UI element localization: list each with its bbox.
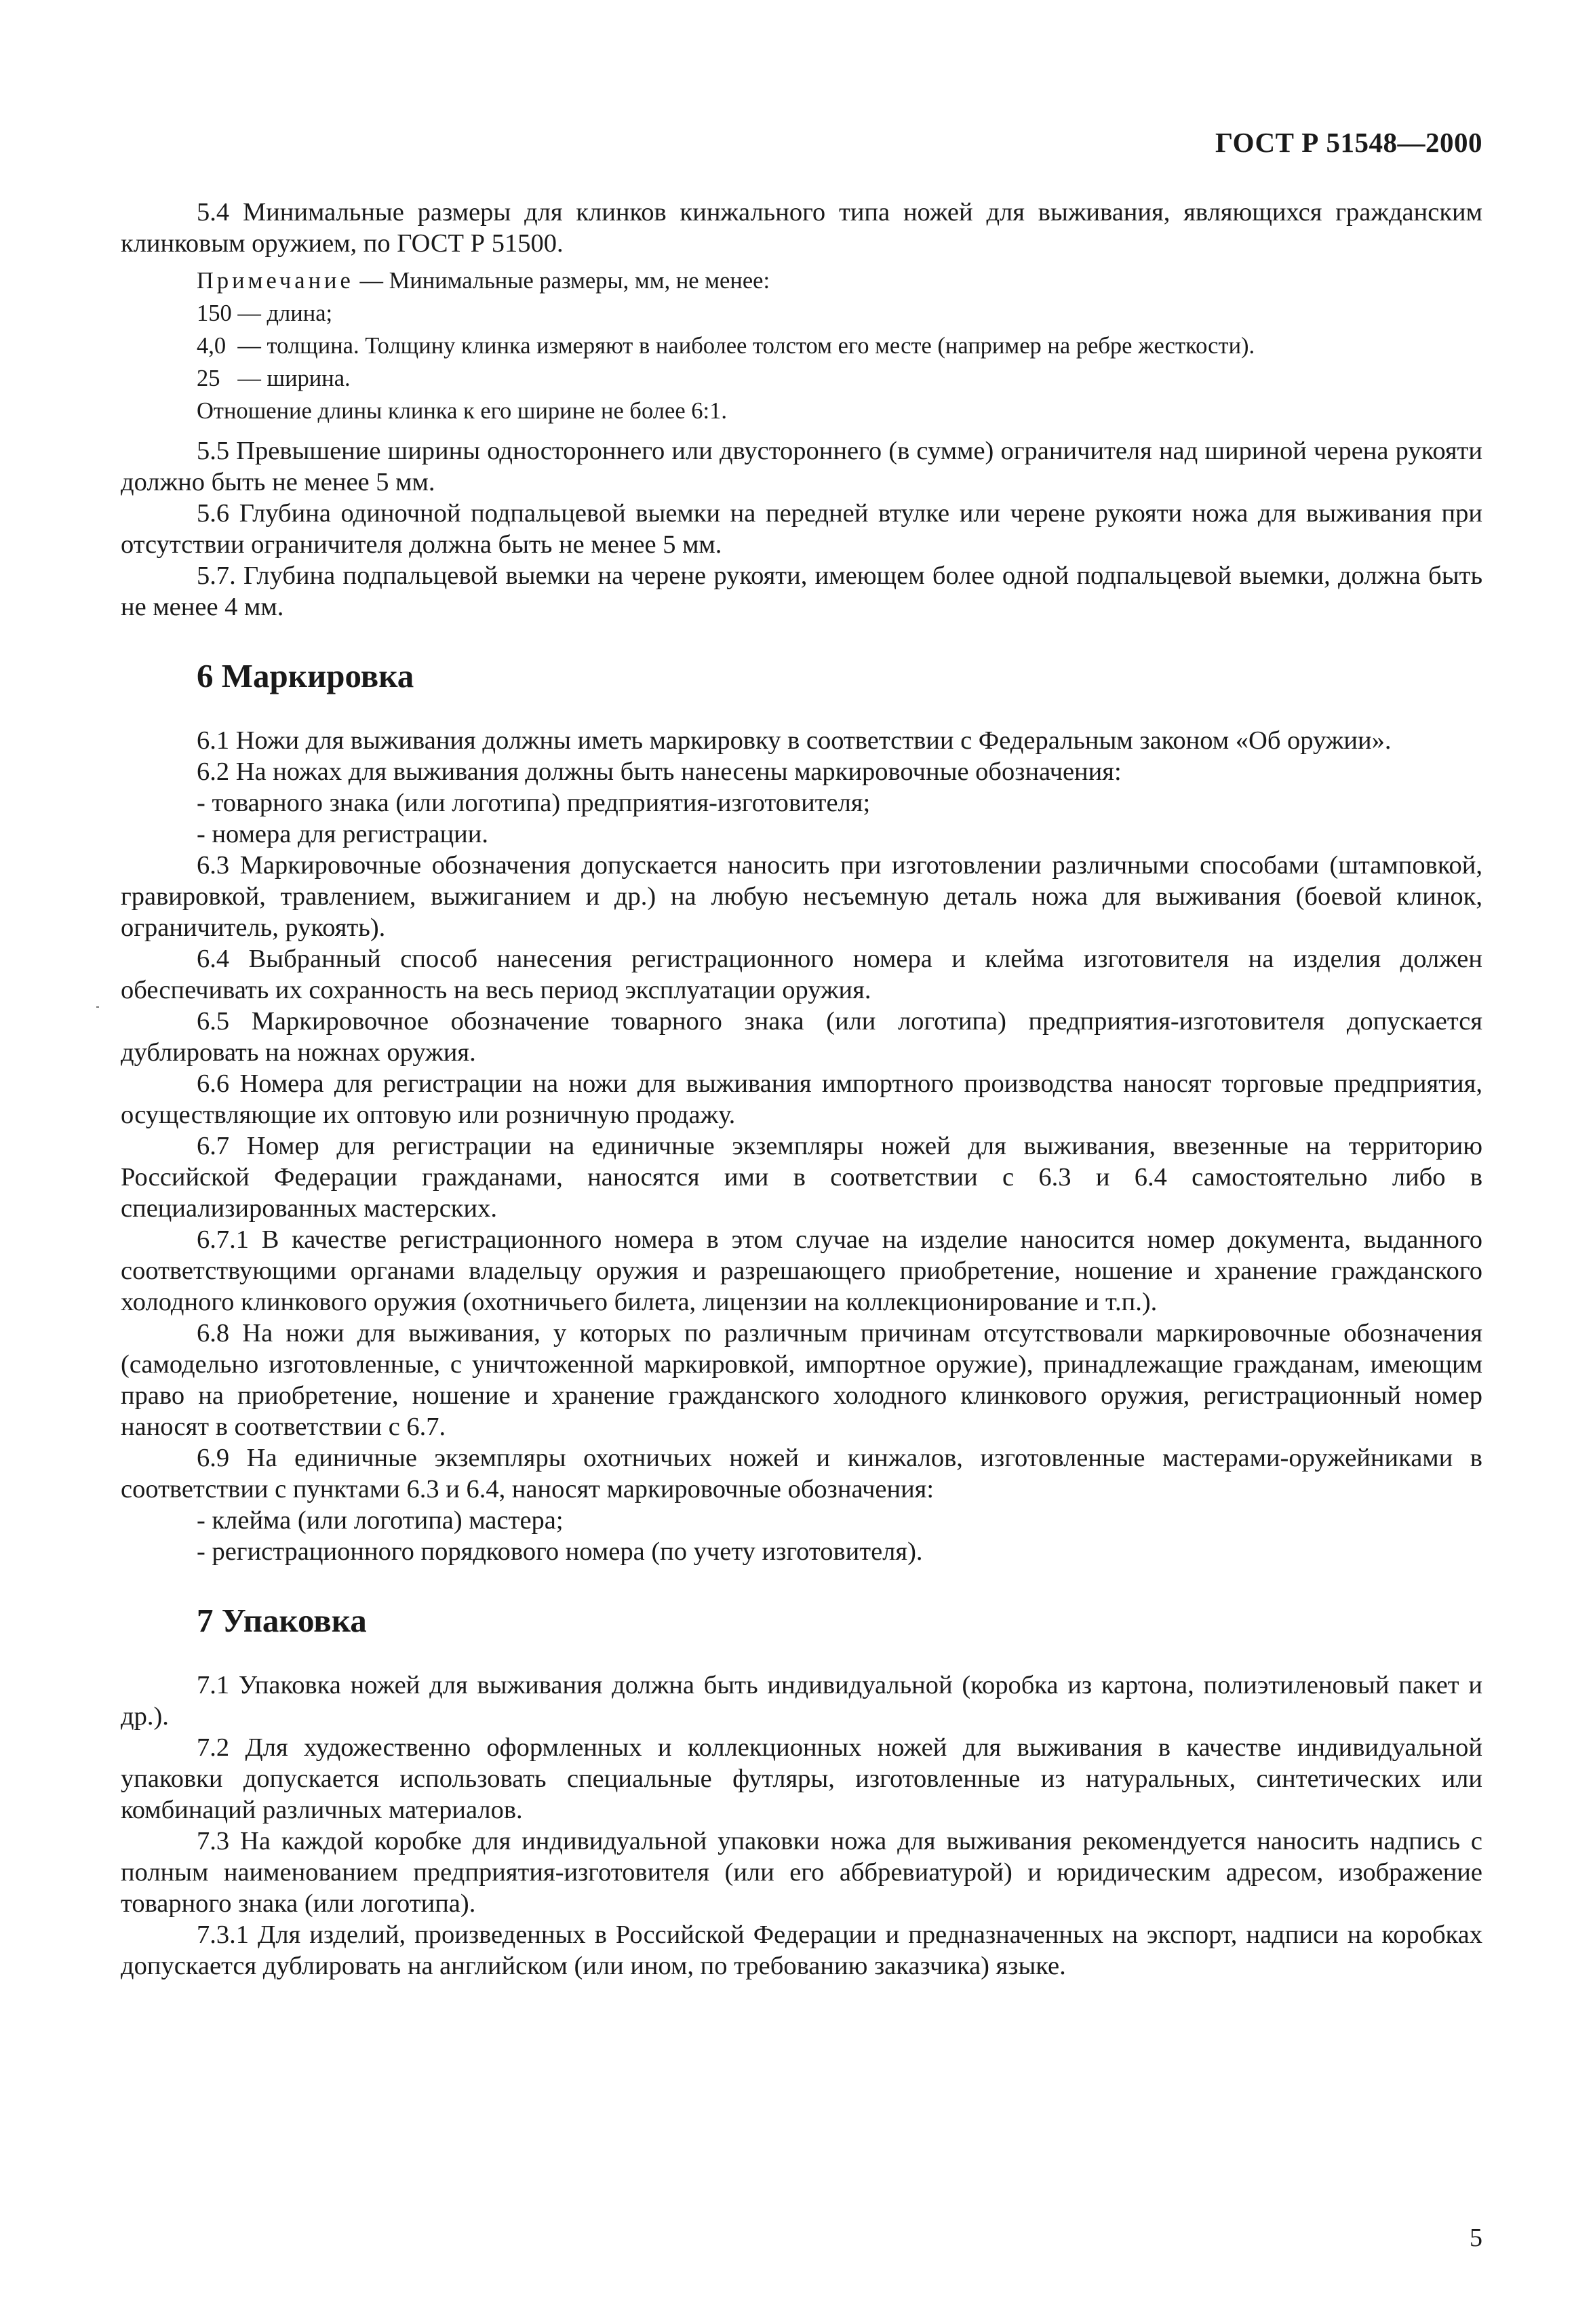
document-page: [121, 0, 1482, 2324]
list-item: - клейма (или логотипа) мастера;: [197, 1506, 564, 1535]
section-heading-7: 7 Упаковка: [197, 1602, 367, 1639]
clause-5-4: 5.4 Минимальные размеры для клинков кинжального типа ножей для выживания, являющихся гражданским клинковым оружием, по ГОСТ Р 51500.: [121, 198, 1482, 258]
clause-6-4: 6.4 Выбранный способ нанесения регистрационного номера и клейма изготовителя на изделия должен обеспечивать их сохранность на весь период эксплуатации оружия.: [121, 945, 1482, 1004]
clause-5-5: 5.5 Превышение ширины одностороннего или двустороннего (в сумме) ограничителя над шириной черена рукояти должно быть не менее 5 мм.: [121, 437, 1482, 496]
clause-6-9: 6.9 На единичные экземпляры охотничьих ножей и кинжалов, изготовленные мастерами-оружейниками в соответствии с пунктами 6.3 и 6.4, наносят маркировочные обозначения:: [121, 1444, 1482, 1503]
note-line: 150 — длина;: [197, 300, 333, 326]
clause-5-7: 5.7. Глубина подпальцевой выемки на черене рукояти, имеющем более одной подпальцевой выемки, должна быть не менее 4 мм.: [121, 562, 1482, 621]
note-line: 25 — ширина.: [197, 366, 351, 391]
list-item: - товарного знака (или логотипа) предприятия-изготовителя;: [197, 789, 871, 817]
note-line: Отношение длины клинка к его ширине не более 6:1.: [197, 398, 727, 424]
clause-7-3-1: 7.3.1 Для изделий, произведенных в Российской Федерации и предназначенных на экспорт, надписи на коробках допускается дублировать на английском (или ином, по требованию заказчика) языке.: [121, 1921, 1482, 1980]
clause-6-7-1: 6.7.1 В качестве регистрационного номера в этом случае на изделие наносится номер документа, выданного соответствующими органами владельцу оружия и разрешающего приобретение, ношение и хранение гражданского холодного клинкового оружия (охотничьего билета, лицензии на коллекционирование и т.п.).: [121, 1225, 1482, 1316]
list-item: - номера для регистрации.: [197, 820, 489, 848]
clause-6-8: 6.8 На ножи для выживания, у которых по различным причинам отсутствовали маркировочные обозначения (самодельно изготовленные, с уничтоженной маркировкой, импортное оружие), принадлежащие гражданам, имеющим право на приобретение, ношение и хранение гражданского холодного клинкового оружия, регистрационный номер наносят в соответствии с 6.7.: [121, 1319, 1482, 1441]
clause-6-6: 6.6 Номера для регистрации на ножи для выживания импортного производства наносят торговые предприятия, осуществляющие их оптовую или розничную продажу.: [121, 1069, 1482, 1129]
clause-6-2: 6.2 На ножах для выживания должны быть нанесены маркировочные обозначения:: [197, 757, 1122, 786]
clause-6-3: 6.3 Маркировочные обозначения допускается наносить при изготовлении различными способами (штамповкой, гравировкой, травлением, выжиганием и др.) на любую несъемную деталь ножа для выживания (боевой клинок, ограничитель, рукоять).: [121, 851, 1482, 942]
clause-7-1: 7.1 Упаковка ножей для выживания должна быть индивидуальной (коробка из картона, полиэтиленовый пакет и др.).: [121, 1671, 1482, 1731]
margin-mark: [96, 1006, 99, 1008]
note-line: 4,0 — толщина. Толщину клинка измеряют в наиболее толстом его месте (например на ребре жесткости).: [197, 333, 1255, 359]
note-label: Примечание: [197, 268, 354, 294]
document-code-header: ГОСТ Р 51548—2000: [1215, 127, 1482, 158]
clause-6-7: 6.7 Номер для регистрации на единичные экземпляры ножей для выживания, ввезенные на территорию Российской Федерации гражданами, наносятся ими в соответствии с 6.3 и 6.4 самостоятельно либо в специализированных мастерских.: [121, 1132, 1482, 1223]
note-block: [197, 264, 1482, 427]
document-body: [121, 197, 1482, 1982]
clause-6-5: 6.5 Маркировочное обозначение товарного знака (или логотипа) предприятия-изготовителя допускается дублировать на ножнах оружия.: [121, 1007, 1482, 1067]
clause-7-3: 7.3 На каждой коробке для индивидуальной упаковки ножа для выживания рекомендуется наносить надпись с полным наименованием предприятия-изготовителя (или его аббревиатурой) и юридическим адресом, изображение товарного знака (или логотипа).: [121, 1827, 1482, 1918]
note-lead-text: — Минимальные размеры, мм, не менее:: [353, 268, 770, 294]
clause-7-2: 7.2 Для художественно оформленных и коллекционных ножей для выживания в качестве индивидуальной упаковки допускается использовать специальные футляры, изготовленные из натуральных, синтетических или комбинаций различных материалов.: [121, 1733, 1482, 1824]
list-item: - регистрационного порядкового номера (по учету изготовителя).: [197, 1537, 923, 1566]
clause-5-6: 5.6 Глубина одиночной подпальцевой выемки на передней втулке или черене рукояти ножа для выживания при отсутствии ограничителя должна быть не менее 5 мм.: [121, 499, 1482, 559]
note-lead: [197, 264, 1482, 297]
section-heading-6: 6 Маркировка: [197, 657, 414, 694]
page-number: 5: [1470, 2224, 1482, 2252]
clause-6-1: 6.1 Ножи для выживания должны иметь маркировку в соответствии с Федеральным законом «Об оружии».: [197, 726, 1392, 755]
